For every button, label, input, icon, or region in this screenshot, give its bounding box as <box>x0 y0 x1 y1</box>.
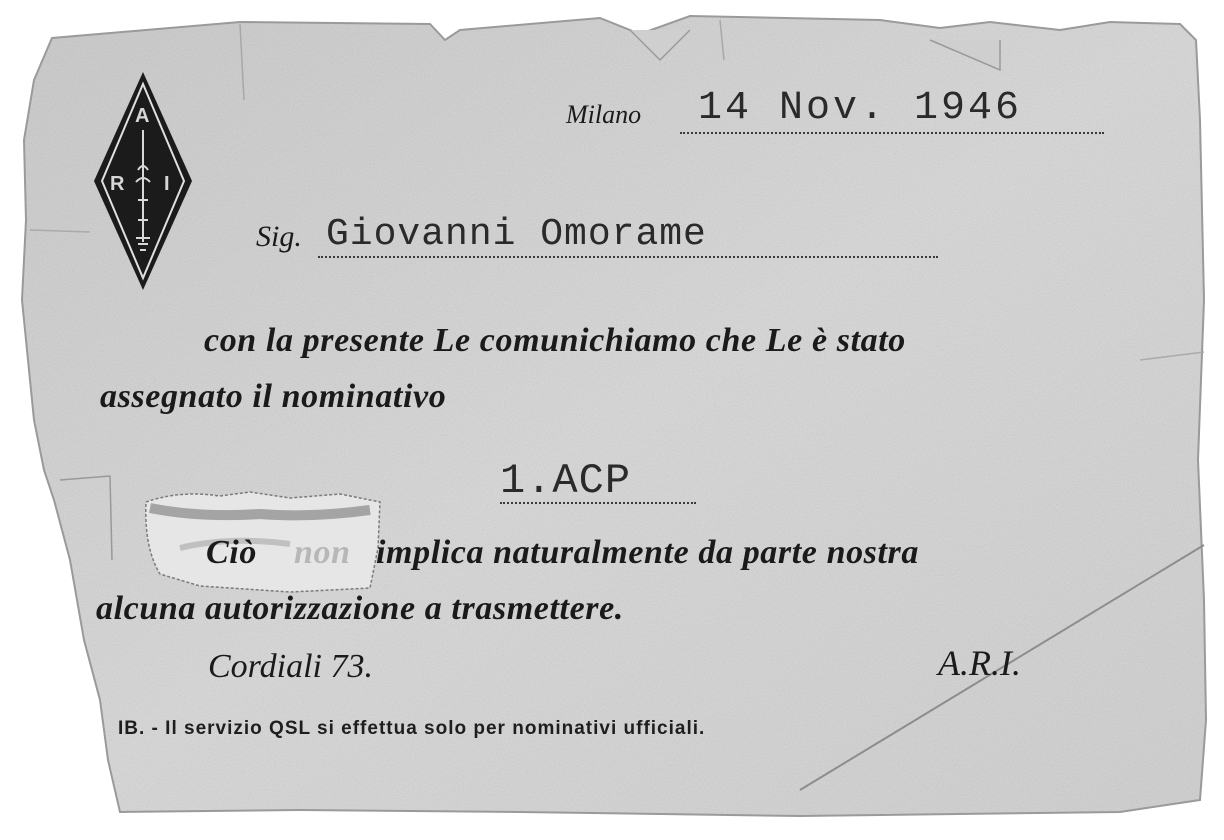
logo-letter-r: R <box>110 173 125 195</box>
ari-diamond-emblem-icon <box>92 70 194 292</box>
torn-stain-area <box>140 488 390 598</box>
logo-letter-a: A <box>135 105 150 127</box>
callsign: 1.ACP <box>500 460 696 504</box>
closing: Cordiali 73. <box>208 648 373 685</box>
notice-line-2: alcuna autorizzazione a trasmettere. <box>96 590 624 627</box>
ari-logo <box>92 70 194 292</box>
body-line-1: con la presente Le comunichiamo che Le è stato <box>204 322 906 359</box>
logo-letter-i: I <box>164 173 170 195</box>
notice-line-1-end: implica naturalmente da parte nostra <box>376 534 919 571</box>
date-value: 14 Nov. 1946 <box>680 86 1104 134</box>
recipient-name: Giovanni Omorame <box>318 214 938 258</box>
salutation: Sig. <box>256 220 302 253</box>
notice-line-1-hidden: non <box>294 534 351 571</box>
footnote: IB. - Il servizio QSL si effettua solo per nominativi ufficiali. <box>118 718 706 739</box>
body-line-2: assegnato il nominativo <box>100 378 447 415</box>
date-place: Milano <box>566 100 642 129</box>
notice-line-1-start: Ciò <box>206 534 257 571</box>
signature: A.R.I. <box>938 643 1021 683</box>
